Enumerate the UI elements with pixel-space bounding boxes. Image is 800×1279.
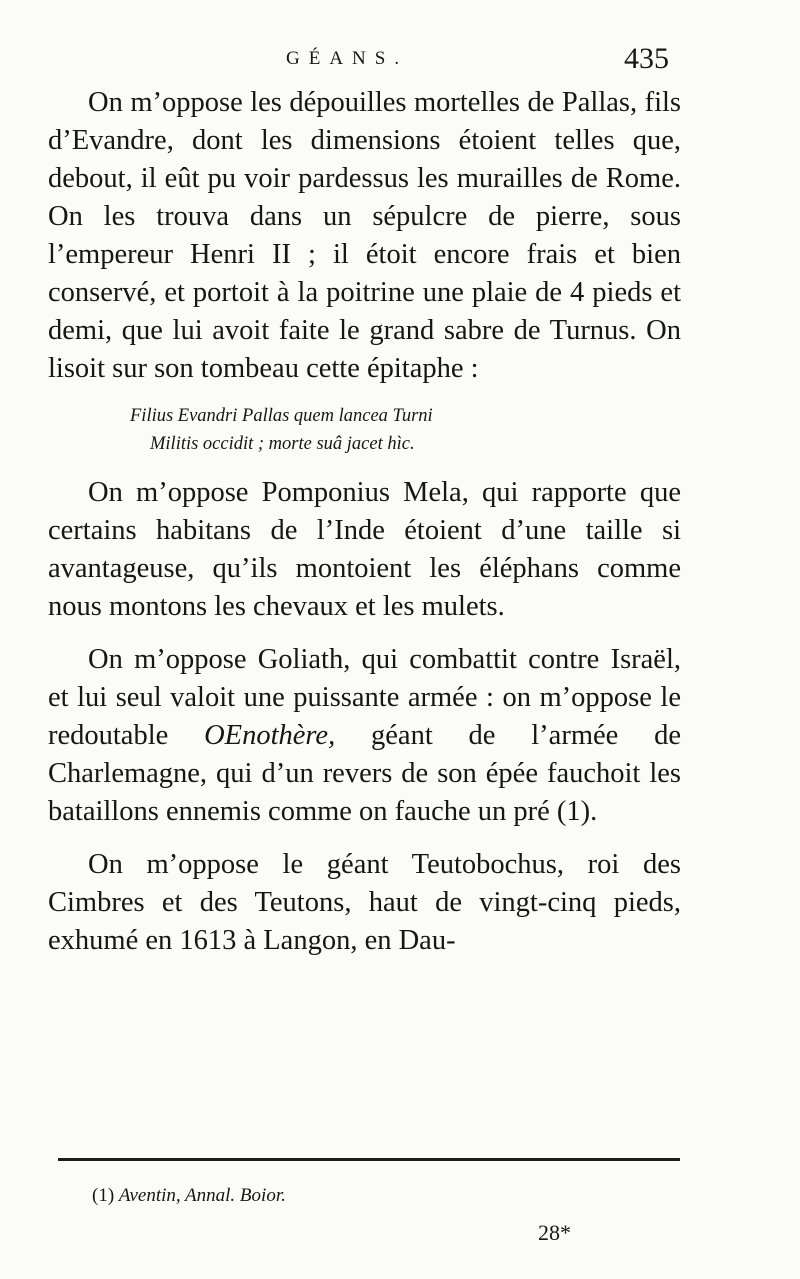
footnote-text: Aventin, Annal. Boior. <box>118 1185 286 1206</box>
epitaph-line-1: Filius Evandri Pallas quem lancea Turni <box>130 406 433 426</box>
paragraph-pomponius-mela: On m’oppose Pomponius Mela, qui rapporte que certains habitans de l’Inde étoient d’une taille si avantageuse, qu’ils montoient les éléphans comme nous montons les chevaux et les mulets. <box>48 477 681 622</box>
paragraph-pallas: On m’oppose les dépouilles mortelles de Pallas, fils d’Evandre, dont les dimensions étoient telles que, debout, il eût pu voir pardessus les murailles de Rome. On les trouva dans un sépulcre de pierre, sous l’empereur Henri II ; il étoit encore frais et bien conservé, et portoit à la poitrine une plaie de 4 pieds et demi, que lui avoit faite le grand sabre de Turnus. On lisoit sur son tombeau cette épitaphe : <box>48 87 681 384</box>
running-head <box>0 42 800 82</box>
paragraph-goliath-text-end: géant de l’armée de Charlemagne, qui d’un revers de son épée fauchoit les bataillons ennemis comme on fauche un pré (1). <box>48 720 681 827</box>
body-text <box>48 84 681 960</box>
footnote-marker: (1) <box>92 1185 115 1206</box>
paragraph-goliath <box>48 641 681 831</box>
running-title: GÉANS. <box>286 48 409 69</box>
footnote-rule <box>58 1158 680 1161</box>
signature-mark: 28* <box>538 1220 571 1245</box>
page-number: 435 <box>624 42 669 75</box>
paragraph-teutobochus: On m’oppose le géant Teutobochus, roi des Cimbres et des Teutons, haut de vingt-cinq pieds, exhumé en 1613 à Langon, en Dau- <box>48 849 681 956</box>
footnote <box>92 1185 286 1207</box>
epitaph <box>48 402 681 458</box>
epitaph-line-2: Militis occidit ; morte suâ jacet hìc. <box>150 434 415 454</box>
paragraph-goliath-text: On m’oppose Goliath, qui combattit contre Israël, et lui seul valoit une puissante armée : on m’oppose le redoutable <box>48 644 681 751</box>
oenothere-name: OEnothère, <box>204 720 336 751</box>
